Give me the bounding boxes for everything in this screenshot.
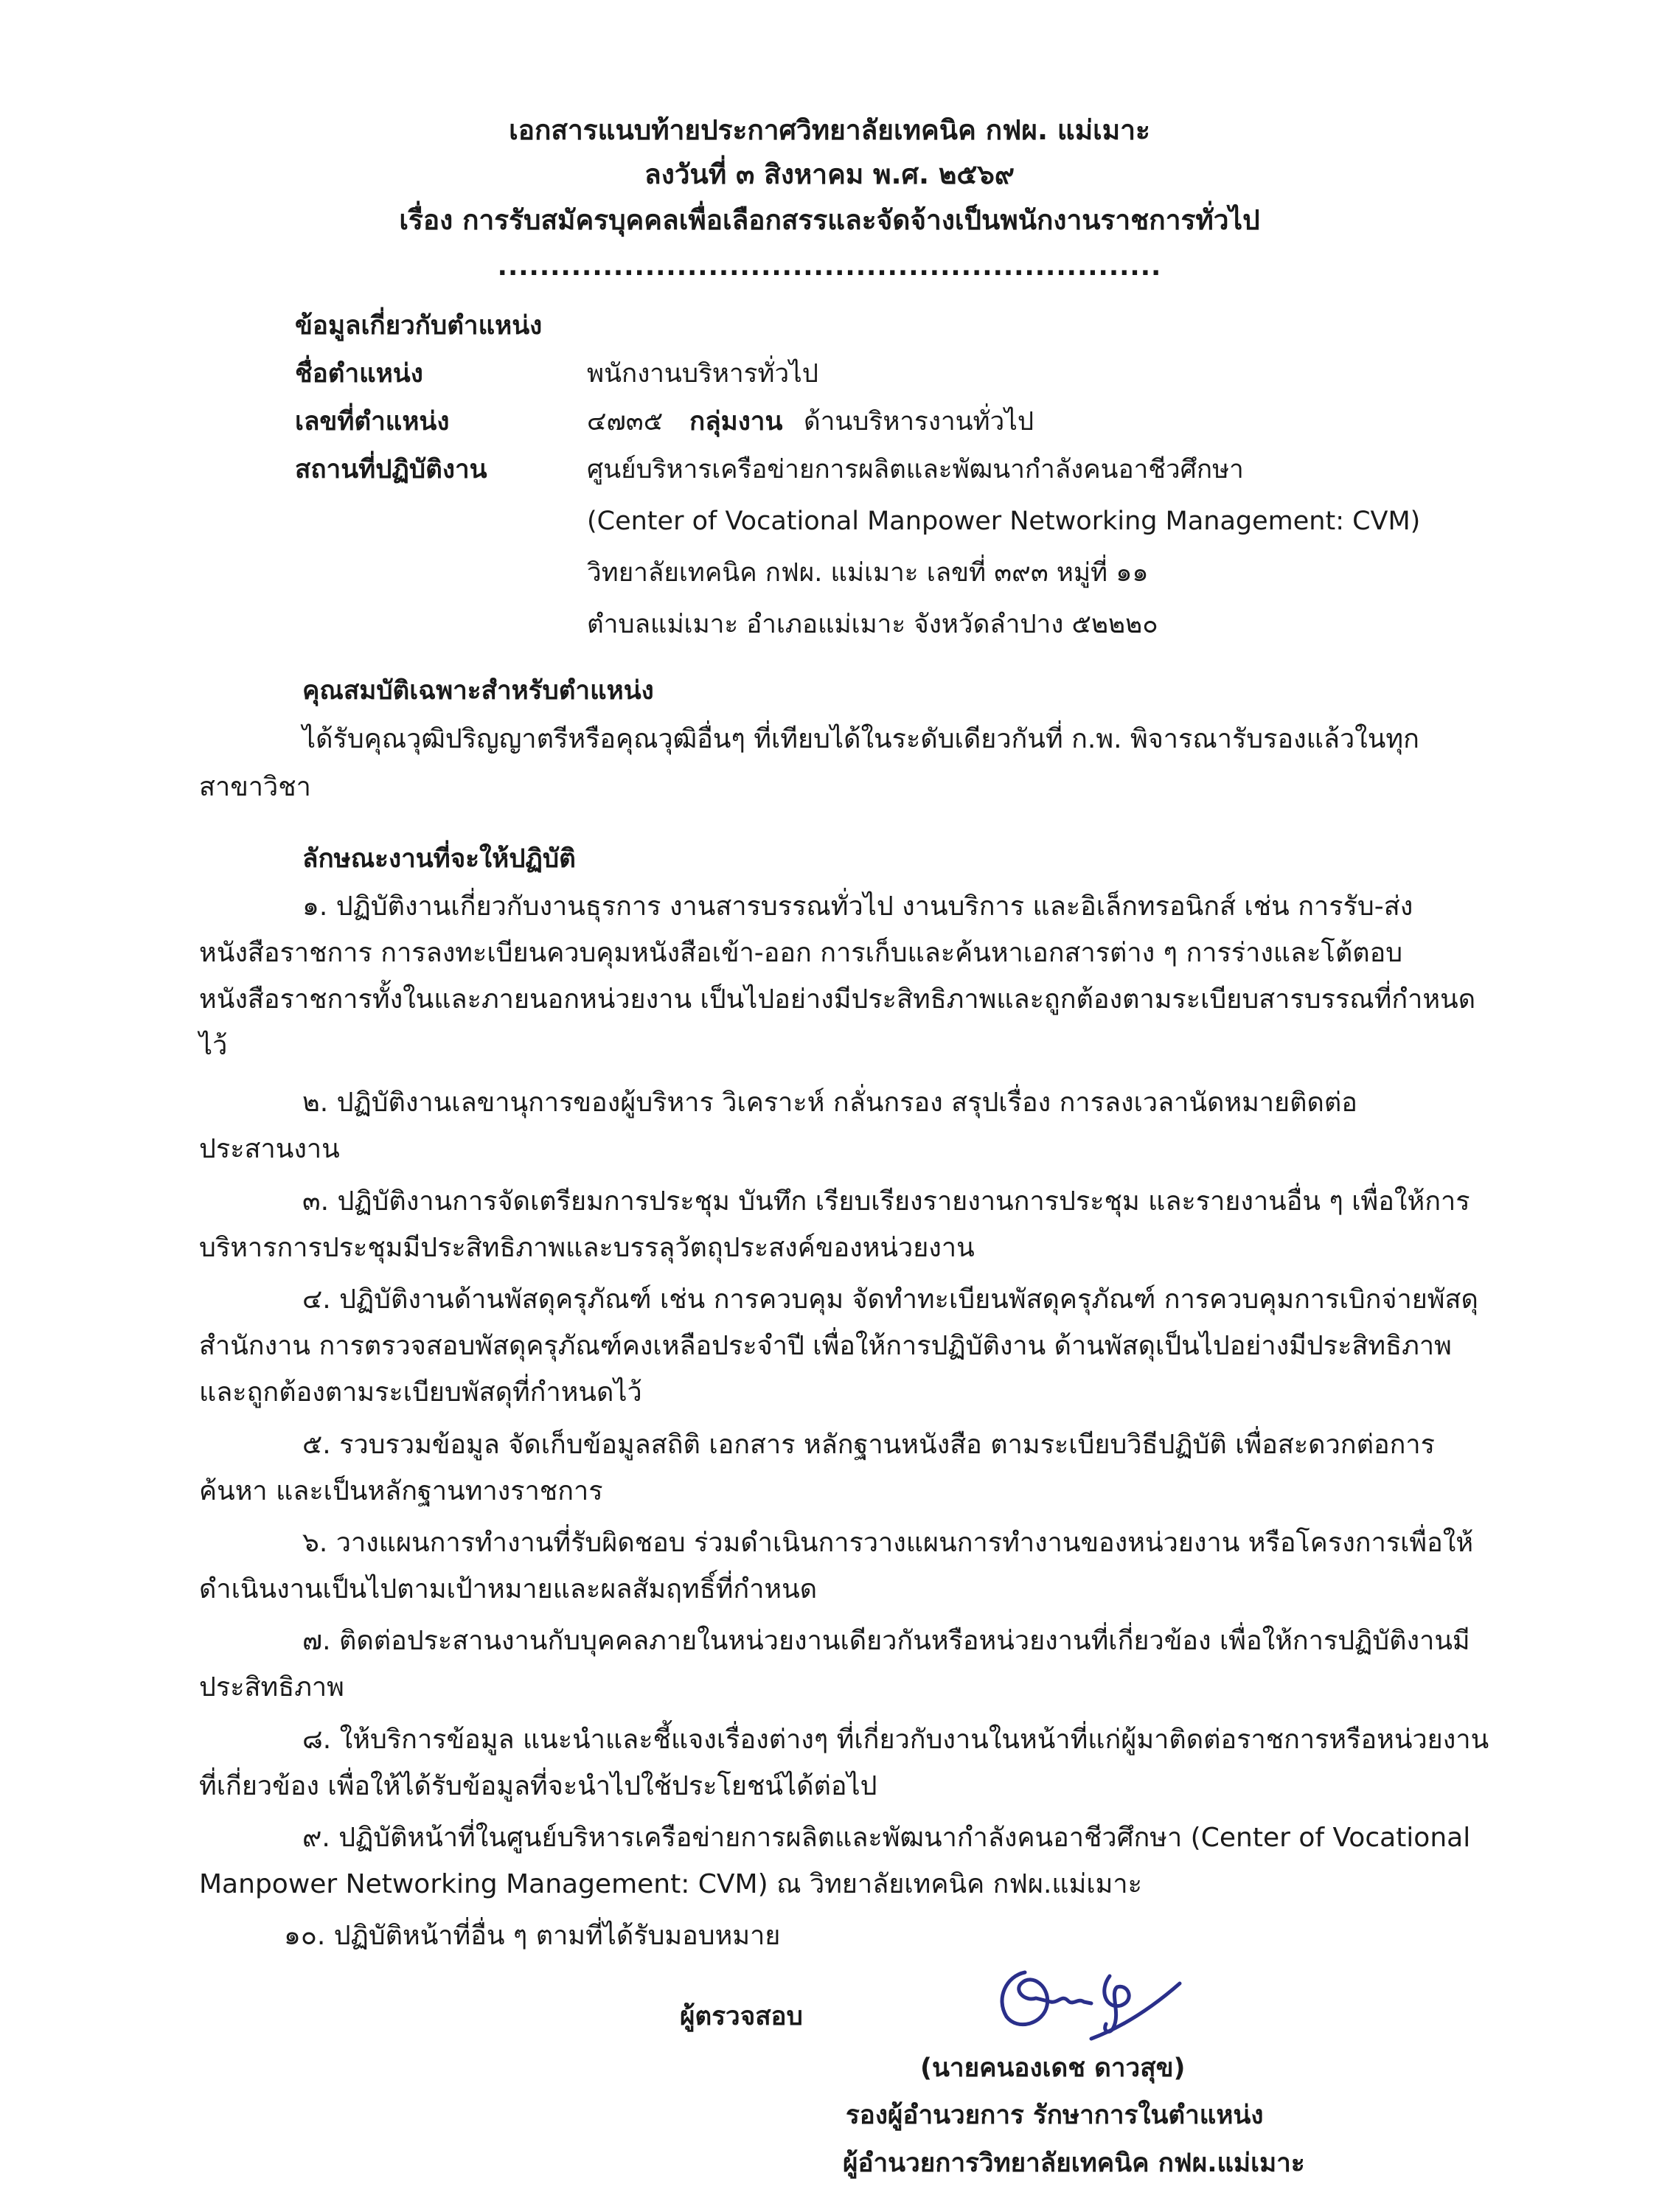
duty-item-line: สำนักงาน การตรวจสอบพัสดุครุภัณฑ์คงเหลือประจำปี เพื่อให้การปฏิบัติงาน ด้านพัสดุเป็นไปอย่างมีประสิทธิภาพ [199,1331,1452,1361]
duty-item-line: และถูกต้องตามระเบียบพัสดุที่กำหนดไว้ [199,1377,642,1408]
duty-item-line: ที่เกี่ยวข้อง เพื่อให้ได้รับข้อมูลที่จะนำไปใช้ประโยชน์ได้ต่อไป [199,1771,877,1801]
workplace-label: สถานที่ปฏิบัติงาน [295,455,487,484]
qualifications-text: ได้รับคุณวุฒิปริญญาตรีหรือคุณวุฒิอื่นๆ ที่เทียบได้ในระดับเดียวกันที่ ก.พ. พิจารณารับรองแล้วในทุก [302,724,1419,754]
qualifications-heading: คุณสมบัติเฉพาะสำหรับตำแหน่ง [302,676,654,706]
header-separator: ............................................................... [497,252,1162,282]
signatory-name: (นายคนองเดช ดาวสุข) [920,2053,1186,2083]
duty-item-line: ๑. ปฏิบัติงานเกี่ยวกับงานธุรการ งานสารบรรณทั่วไป งานบริการ และอิเล็กทรอนิกส์ เช่น การรับ-ส่ง [302,891,1413,922]
handwritten-signature [981,1943,1194,2053]
signatory-title: รองผู้อำนวยการ รักษาการในตำแหน่ง [846,2101,1264,2130]
duty-item-line: ดำเนินงานเป็นไปตามเป้าหมายและผลสัมฤทธิ์ที่กำหนด [199,1574,818,1604]
position-number-label: เลขที่ตำแหน่ง [295,407,450,437]
duty-item-line: ๑๐. ปฏิบัติหน้าที่อื่น ๆ ตามที่ได้รับมอบหมาย [284,1921,781,1951]
workplace-line: (Center of Vocational Manpower Networking Management: CVM) [587,507,1421,536]
document-header-date: ลงวันที่ ๓ สิงหาคม พ.ศ. ๒๕๖๙ [644,159,1015,190]
duty-item-line: ค้นหา และเป็นหลักฐานทางราชการ [199,1476,603,1506]
duty-item-line: ๔. ปฏิบัติงานด้านพัสดุครุภัณฑ์ เช่น การควบคุม จัดทำทะเบียนพัสดุครุภัณฑ์ การควบคุมการเบิกจ่ายพัสดุ [302,1284,1478,1315]
position-info-heading: ข้อมูลเกี่ยวกับตำแหน่ง [295,311,543,341]
qualifications-text: สาขาวิชา [199,772,311,802]
position-name-label: ชื่อตำแหน่ง [295,359,423,389]
duty-item-line: ๘. ให้บริการข้อมูล แนะนำและชี้แจงเรื่องต่างๆ ที่เกี่ยวกับงานในหน้าที่แก่ผู้มาติดต่อราชการหรือหน่วยงาน [302,1725,1489,1755]
position-name-value: พนักงานบริหารทั่วไป [587,359,818,389]
duty-item-line: ๒. ปฏิบัติงานเลขานุการของผู้บริหาร วิเคราะห์ กลั่นกรอง สรุปเรื่อง การลงเวลานัดหมายติดต่อ [302,1088,1357,1118]
position-group-value: ด้านบริหารงานทั่วไป [804,407,1034,437]
duty-item-line: ประสิทธิภาพ [199,1672,344,1703]
duty-item-line: ๕. รวบรวมข้อมูล จัดเก็บข้อมูลสถิติ เอกสาร หลักฐานหนังสือ ตามระเบียบวิธีปฏิบัติ เพื่อสะดวกต่อการ [302,1430,1435,1460]
document-header-title: เอกสารแนบท้ายประกาศวิทยาลัยเทคนิค กฟผ. แม่เมาะ [509,114,1150,146]
workplace-line: ตำบลแม่เมาะ อำเภอแม่เมาะ จังหวัดลำปาง ๕๒๒๒๐ [587,610,1158,639]
duty-item-line: ประสานงาน [199,1134,340,1164]
duty-item-line: ๖. วางแผนการทำงานที่รับผิดชอบ ร่วมดำเนินการวางแผนการทำงานของหน่วยงาน หรือโครงการเพื่อให้ [302,1528,1474,1558]
position-number-value: ๔๗๓๕ [587,407,664,437]
duty-item-line: บริหารการประชุมมีประสิทธิภาพและบรรลุวัตถุประสงค์ของหน่วยงาน [199,1233,975,1263]
document-header-subject: เรื่อง การรับสมัครบุคคลเพื่อเลือกสรรและจัดจ้างเป็นพนักงานราชการทั่วไป [399,204,1260,236]
duty-item-line: ๓. ปฏิบัติงานการจัดเตรียมการประชุม บันทึก เรียบเรียงรายงานการประชุม และรายงานอื่น ๆ เพื่อให้การ [302,1186,1470,1217]
duty-item-line: หนังสือราชการ การลงทะเบียนควบคุมหนังสือเข้า-ออก การเก็บและค้นหาเอกสารต่าง ๆ การร่างและโต้ตอบ [199,938,1403,968]
duty-item-line: ๙. ปฏิบัติหน้าที่ในศูนย์บริหารเครือข่ายการผลิตและพัฒนากำลังคนอาชีวศึกษา (Center of Vocational [302,1823,1471,1853]
position-group-label: กลุ่มงาน [689,407,783,437]
signatory-title: ผู้อำนวยการวิทยาลัยเทคนิค กฟผ.แม่เมาะ [843,2149,1305,2178]
workplace-line: ศูนย์บริหารเครือข่ายการผลิตและพัฒนากำลังคนอาชีวศึกษา [587,455,1244,484]
duties-heading: ลักษณะงานที่จะให้ปฏิบัติ [302,844,576,874]
duty-item-line: ไว้ [199,1031,228,1061]
checker-label: ผู้ตรวจสอบ [680,2002,803,2031]
signature-stroke [1002,1972,1091,2025]
workplace-line: วิทยาลัยเทคนิค กฟผ. แม่เมาะ เลขที่ ๓๙๓ หมู่ที่ ๑๑ [587,558,1149,588]
duty-item-line: ๗. ติดต่อประสานงานกับบุคคลภายในหน่วยงานเดียวกันหรือหน่วยงานที่เกี่ยวข้อง เพื่อให้การปฏิบัติงานมี [302,1626,1470,1656]
duty-item-line: หนังสือราชการทั้งในและภายนอกหน่วยงาน เป็นไปอย่างมีประสิทธิภาพและถูกต้องตามระเบียบสารบรรณที่กำหนด [199,984,1476,1015]
duty-item-line: Manpower Networking Management: CVM) ณ วิทยาลัยเทคนิค กฟผ.แม่เมาะ [199,1869,1142,1899]
